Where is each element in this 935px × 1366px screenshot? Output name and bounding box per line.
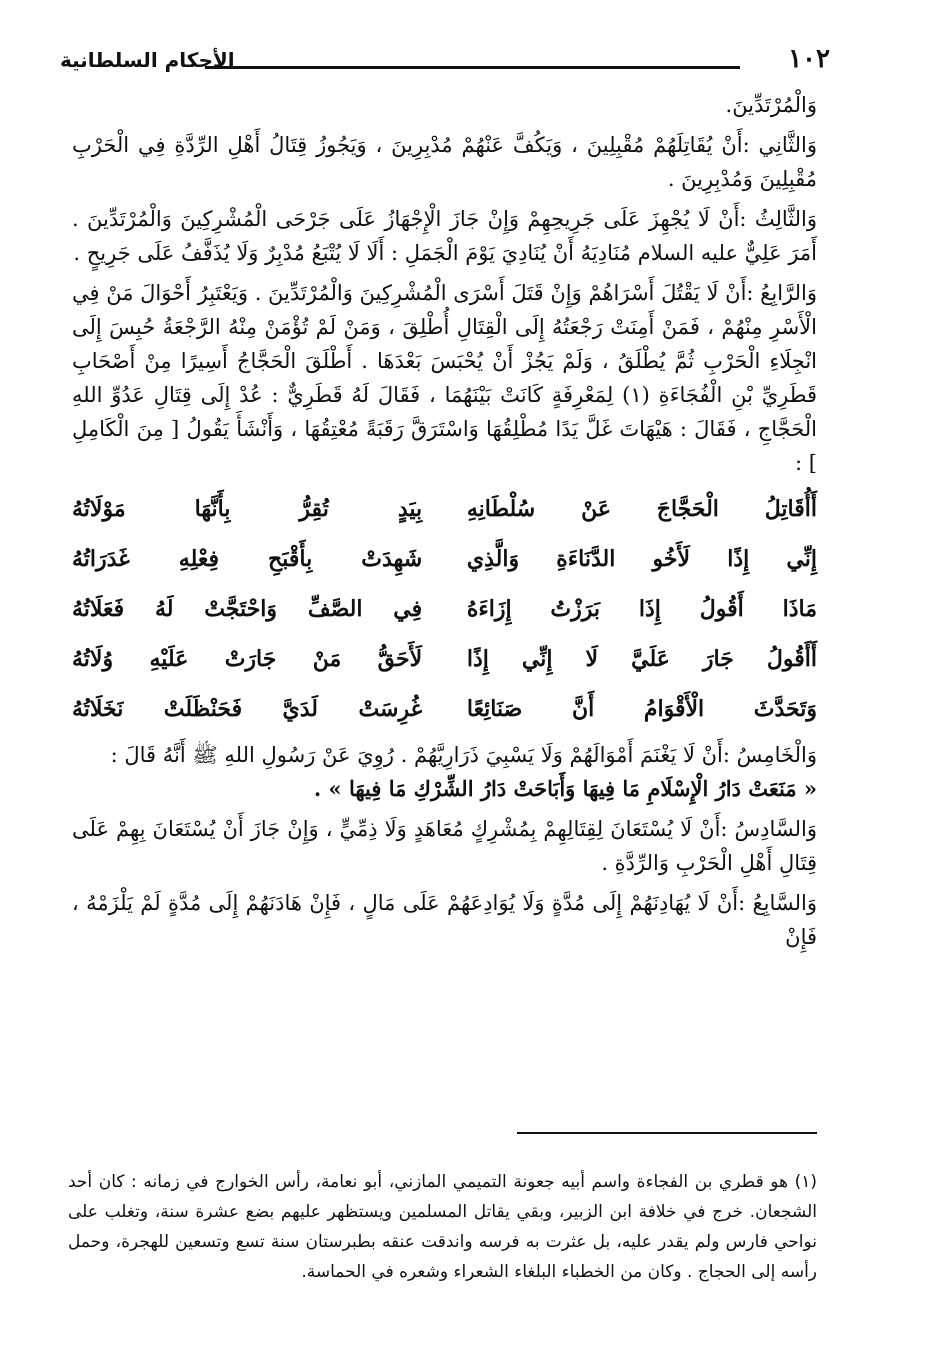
paragraph: وَالْخَامِسُ :أَنْ لَا يَغْنَمَ أَمْوَالَهُمْ وَلَا يَسْبِيَ ذَرَارِيَّهُمْ . رُوِيَ عَنْ رَسُولِ اللهِ ﷺ أَنَّهُ قَالَ : (110, 743, 817, 767)
verse-first-hemistich: وَتَحَدَّثَ الْأَقْوَامُ أَنَّ صَنَائِعًا (466, 696, 817, 722)
poem (72, 484, 817, 734)
paragraph: وَالسَّابِعُ :أَنْ لَا يُهَادِنَهُمْ إِلَى مُدَّةٍ وَلَا يُوَادِعَهُمْ عَلَى مَالٍ ، فَإِنْ هَادَنَهُمْ إِلَى مُدَّةٍ لَمْ يَلْزَمْهُ ، فَإِنْ (72, 891, 817, 949)
verse-second-hemistich: غُرِسَتْ لَدَيَّ فَحَنْظَلَتْ نَخَلَاتُهُ (72, 696, 423, 722)
poem-verse (72, 484, 817, 534)
verse-second-hemistich: بِيَدٍ تُقِرُّ بِأَنَّهَا مَوْلَاتُهُ (72, 496, 423, 522)
verse-first-hemistich: إِنِّي إِذًا لَأَخُو الدَّنَاءَةِ وَالَّذِي (466, 546, 817, 572)
poem-verse (72, 684, 817, 734)
running-header (60, 44, 830, 84)
paragraph: وَالسَّادِسُ :أَنْ لَا يُسْتَعَانَ لِقِتَالِهِمْ بِمُشْرِكٍ مُعَاهَدٍ وَلَا ذِمِّيٍّ ، وَإِنْ جَازَ أَنْ يُسْتَعَانَ بِهِمْ عَلَى قِتَالِ أَهْلِ الْحَرْبِ وَالرِّدَّةِ . (72, 817, 817, 875)
verse-first-hemistich: مَاذَا أَقُولُ إِذَا بَرَزْتُ إِزَاءَهُ (466, 596, 817, 622)
verse-first-hemistich: أَأُقَاتِلُ الْحَجَّاجَ عَنْ سُلْطَانِهِ (466, 496, 817, 522)
paragraph: وَالثَّالِثُ :أَنْ لَا يُجْهِزَ عَلَى جَرِيحِهِمْ وَإِنْ جَازَ الْإِجْهَازُ عَلَى جَرْحَى الْمُشْرِكِينَ وَالْمُرْتَدِّينَ . أَمَرَ عَلِيٌّ عليه السلام مُنَادِيَهُ أَنْ يُنَادِيَ يَوْمَ الْجَمَلِ : أَلَا لَا يُتْبَعُ مُدْبِرٌ وَلَا يُذَفَّفُ عَلَى جَرِيحٍ . (72, 207, 817, 265)
page-number: ١٠٢ (788, 44, 830, 74)
verse-second-hemistich: فِي الصَّفِّ وَاحْتَجَّتْ لَهُ فَعَلَاتُهُ (72, 596, 423, 622)
poem-verse (72, 534, 817, 584)
footnote-rule (517, 1132, 817, 1134)
hadith-quote: « مَنَعَتْ دَارُ الْإِسْلَامِ مَا فِيهَا وَأَبَاحَتْ دَارُ الشِّرْكِ مَا فِيهَا » . (313, 776, 817, 801)
poem-verse (72, 634, 817, 684)
header-rule (205, 66, 740, 69)
poem-verse (72, 584, 817, 634)
paragraph: وَالْمُرْتَدِّينَ. (725, 93, 817, 117)
body-text (72, 88, 817, 960)
verse-second-hemistich: شَهِدَتْ بِأَقْبَحِ فِعْلِهِ غَدَرَاتُهُ (72, 546, 423, 572)
paragraph: وَالرَّابِعُ :أَنْ لَا يَقْتُلَ أَسْرَاهُمْ وَإِنْ قَتَلَ أَسْرَى الْمُشْرِكِينَ وَالْمُرْتَدِّينَ . وَيَعْتَبِرُ أَحْوَالَ مَنْ فِي الْأَسْرِ مِنْهُمْ ، فَمَنْ أَمِنَتْ رَجْعَتُهُ إِلَى الْقِتَالِ أُطْلِقَ ، وَمَنْ لَمْ تُؤْمَنْ مِنْهُ الرَّجْعَةُ حُبِسَ إِلَى انْجِلَاءِ الْحَرْبِ ثُمَّ يُطْلَقُ ، وَلَمْ يَجُزْ أَنْ يُحْبَسَ بَعْدَهَا . أَطْلَقَ الْحَجَّاجُ أَسِيرًا مِنْ أَصْحَابِ قَطَرِيِّ بْنِ الْفُجَاءَةِ (١) لِمَعْرِفَةٍ كَانَتْ بَيْنَهُمَا ، فَقَالَ لَهُ قَطَرِيٌّ : عُدْ إِلَى قِتَالِ عَدُوِّ اللهِ الْحَجَّاجِ ، فَقَالَ : هَيْهَاتَ غَلَّ يَدًا مُطْلِقُهَا وَاسْتَرَقَّ رَقَبَةً مُعْتِقُهَا ، وَأَنْشَأَ يَقُولُ [ مِنَ الْكَامِلِ ] : (72, 281, 818, 475)
verse-first-hemistich: أَأَقُولُ جَارَ عَلَيَّ لَا إِنِّي إِذًا (466, 646, 817, 672)
book-title: الأحكام السلطانية (60, 48, 235, 72)
verse-second-hemistich: لَأَحَقُّ مَنْ جَارَتْ عَلَيْهِ وُلَاتُهُ (72, 646, 423, 672)
footnote: (١) هو قطري بن الفجاءة واسم أبيه جعونة التميمي المازني، أبو نعامة، رأس الخوارج في زمانه : كان أحد الشجعان. خرج في خلافة ابن الزبير، وبقي يقاتل المسلمين ويستظهر عليهم بضع عشرة سنة، وتغلب على نواحي فارس ولم يقدر عليه، بل عثرت به فرسه واندقت عنقه بطبرستان سنة تسع وتسعين للهجرة، وحمل رأسه إلى الحجاج . وكان من الخطباء البلغاء الشعراء وشعره في الحماسة. (68, 1172, 817, 1282)
paragraph: وَالثَّانِي :أَنْ يُقَاتِلَهُمْ مُقْبِلِينَ ، وَيَكُفَّ عَنْهُمْ مُدْبِرِينَ ، وَيَجُوزُ قِتَالُ أَهْلِ الرِّدَّةِ فِي الْحَرْبِ مُقْبِلِينَ وَمُدْبِرِينَ . (72, 133, 817, 191)
